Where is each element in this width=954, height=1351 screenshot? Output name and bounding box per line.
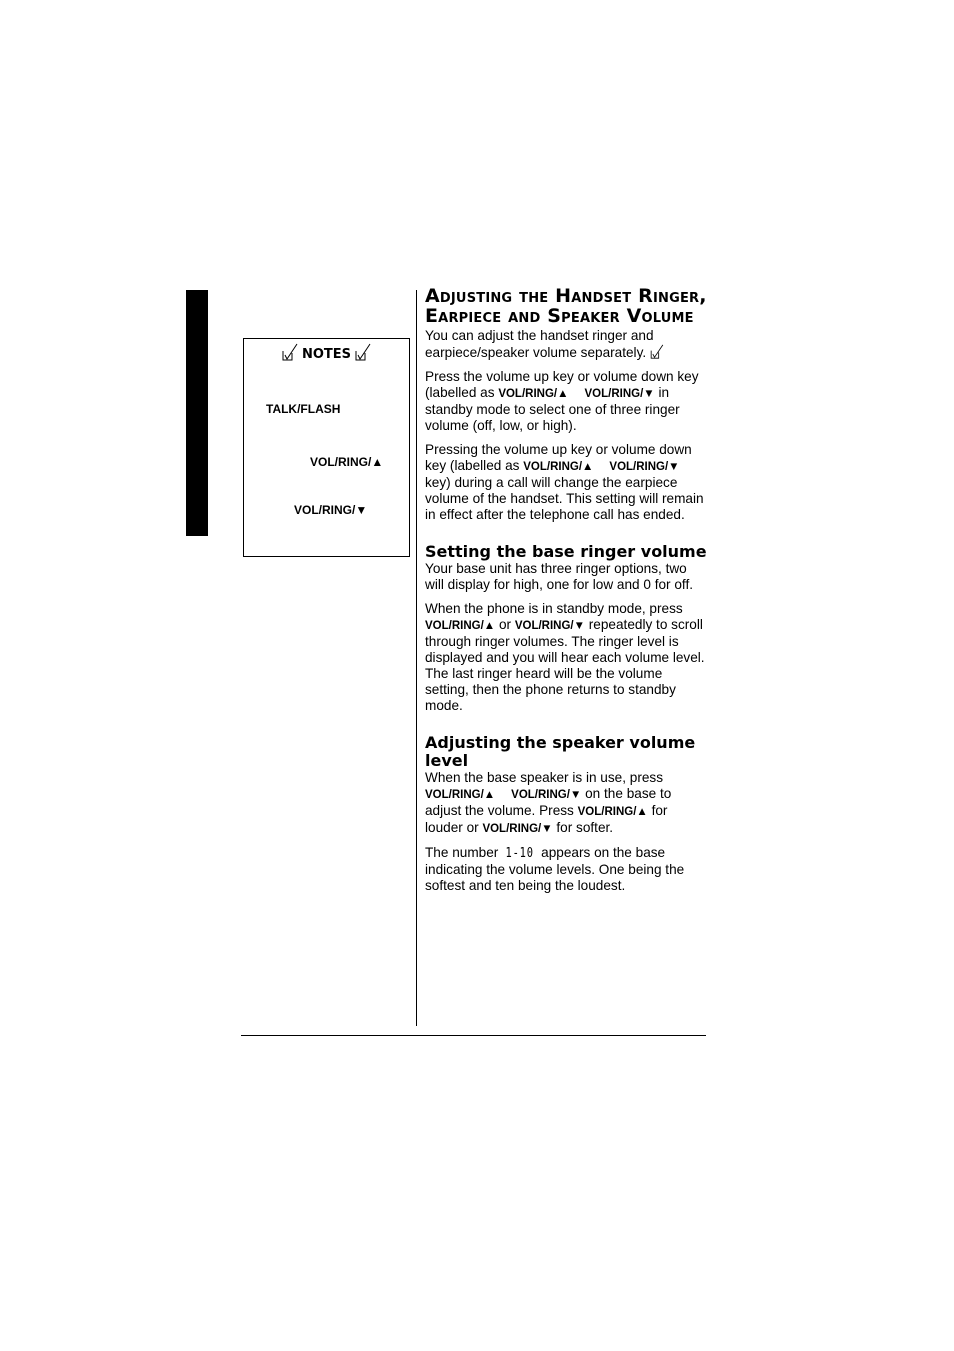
key-label: VOL/RING/▼ xyxy=(584,388,655,400)
notes-header xyxy=(244,343,409,365)
key-label: VOL/RING/▲ xyxy=(425,620,496,632)
key-label: VOL/RING/▼ xyxy=(514,620,585,632)
main-column xyxy=(425,286,709,902)
paragraph: Pressing the volume up key or volume down key (labelled as VOL/RING/▲ VOL/RING/▼ key) during a call will change the earpiece volume of the handset. This setting will remain in effect after the telephone call has ended. xyxy=(425,442,704,522)
key-label: VOL/RING/▼ xyxy=(511,789,582,801)
key-label: VOL/RING/▲ xyxy=(425,789,496,801)
key-label: VOL/RING/▲ xyxy=(523,461,594,473)
paragraph: When the base speaker is in use, press VOL/RING/▲ VOL/RING/▼ on the base to adjust the volume. Press VOL/RING/▲ for louder or VOL/RING/▼ for softer. xyxy=(425,770,672,835)
note-vol-down: VOL/RING/▼ xyxy=(294,503,368,517)
note-vol-up: VOL/RING/▲ xyxy=(310,455,384,469)
paragraph: Your base unit has three ringer options, two will display for high, one for low and 0 for off. xyxy=(425,561,693,592)
checkmark-icon xyxy=(650,345,664,360)
checkmark-icon xyxy=(355,343,371,365)
column-divider xyxy=(416,290,417,1026)
key-label: VOL/RING/▼ xyxy=(609,461,680,473)
subsection-title: Adjusting the speaker volume level xyxy=(425,733,696,770)
key-label: VOL/RING/▲ xyxy=(498,388,569,400)
key-label: VOL/RING/▲ xyxy=(577,806,648,818)
paragraph: When the phone is in standby mode, press VOL/RING/▲ or VOL/RING/▼ repeatedly to scroll through ringer volumes. The ringer level is displayed and you will hear each volume level. The last ringer heard will be the volume setting, then the phone returns to standby mode. xyxy=(425,601,705,713)
paragraph: You can adjust the handset ringer and earpiece/speaker volume separately. xyxy=(425,328,709,361)
notes-box xyxy=(243,338,410,557)
checkmark-icon xyxy=(282,343,298,365)
subsection-title: Setting the base ringer volume xyxy=(425,542,707,561)
paragraph: Press the volume up key or volume down key (labelled as VOL/RING/▲ VOL/RING/▼ in standby mode to select one of three ringer volume (off, low, or high). xyxy=(425,369,699,433)
paragraph: The number 1-10 appears on the base indicating the volume levels. One being the softest and ten being the loudest. xyxy=(425,845,685,893)
note-talk-flash: TALK/FLASH xyxy=(266,402,341,416)
key-label: VOL/RING/▼ xyxy=(482,823,553,835)
notes-title: NOTES xyxy=(301,346,352,362)
section-tab-marker xyxy=(186,290,208,536)
section-title: Adjusting the Handset Ringer, Earpiece and Speaker Volume xyxy=(425,285,707,327)
lcd-number-range: 1-10 xyxy=(505,846,534,861)
footer-rule xyxy=(241,1035,706,1036)
